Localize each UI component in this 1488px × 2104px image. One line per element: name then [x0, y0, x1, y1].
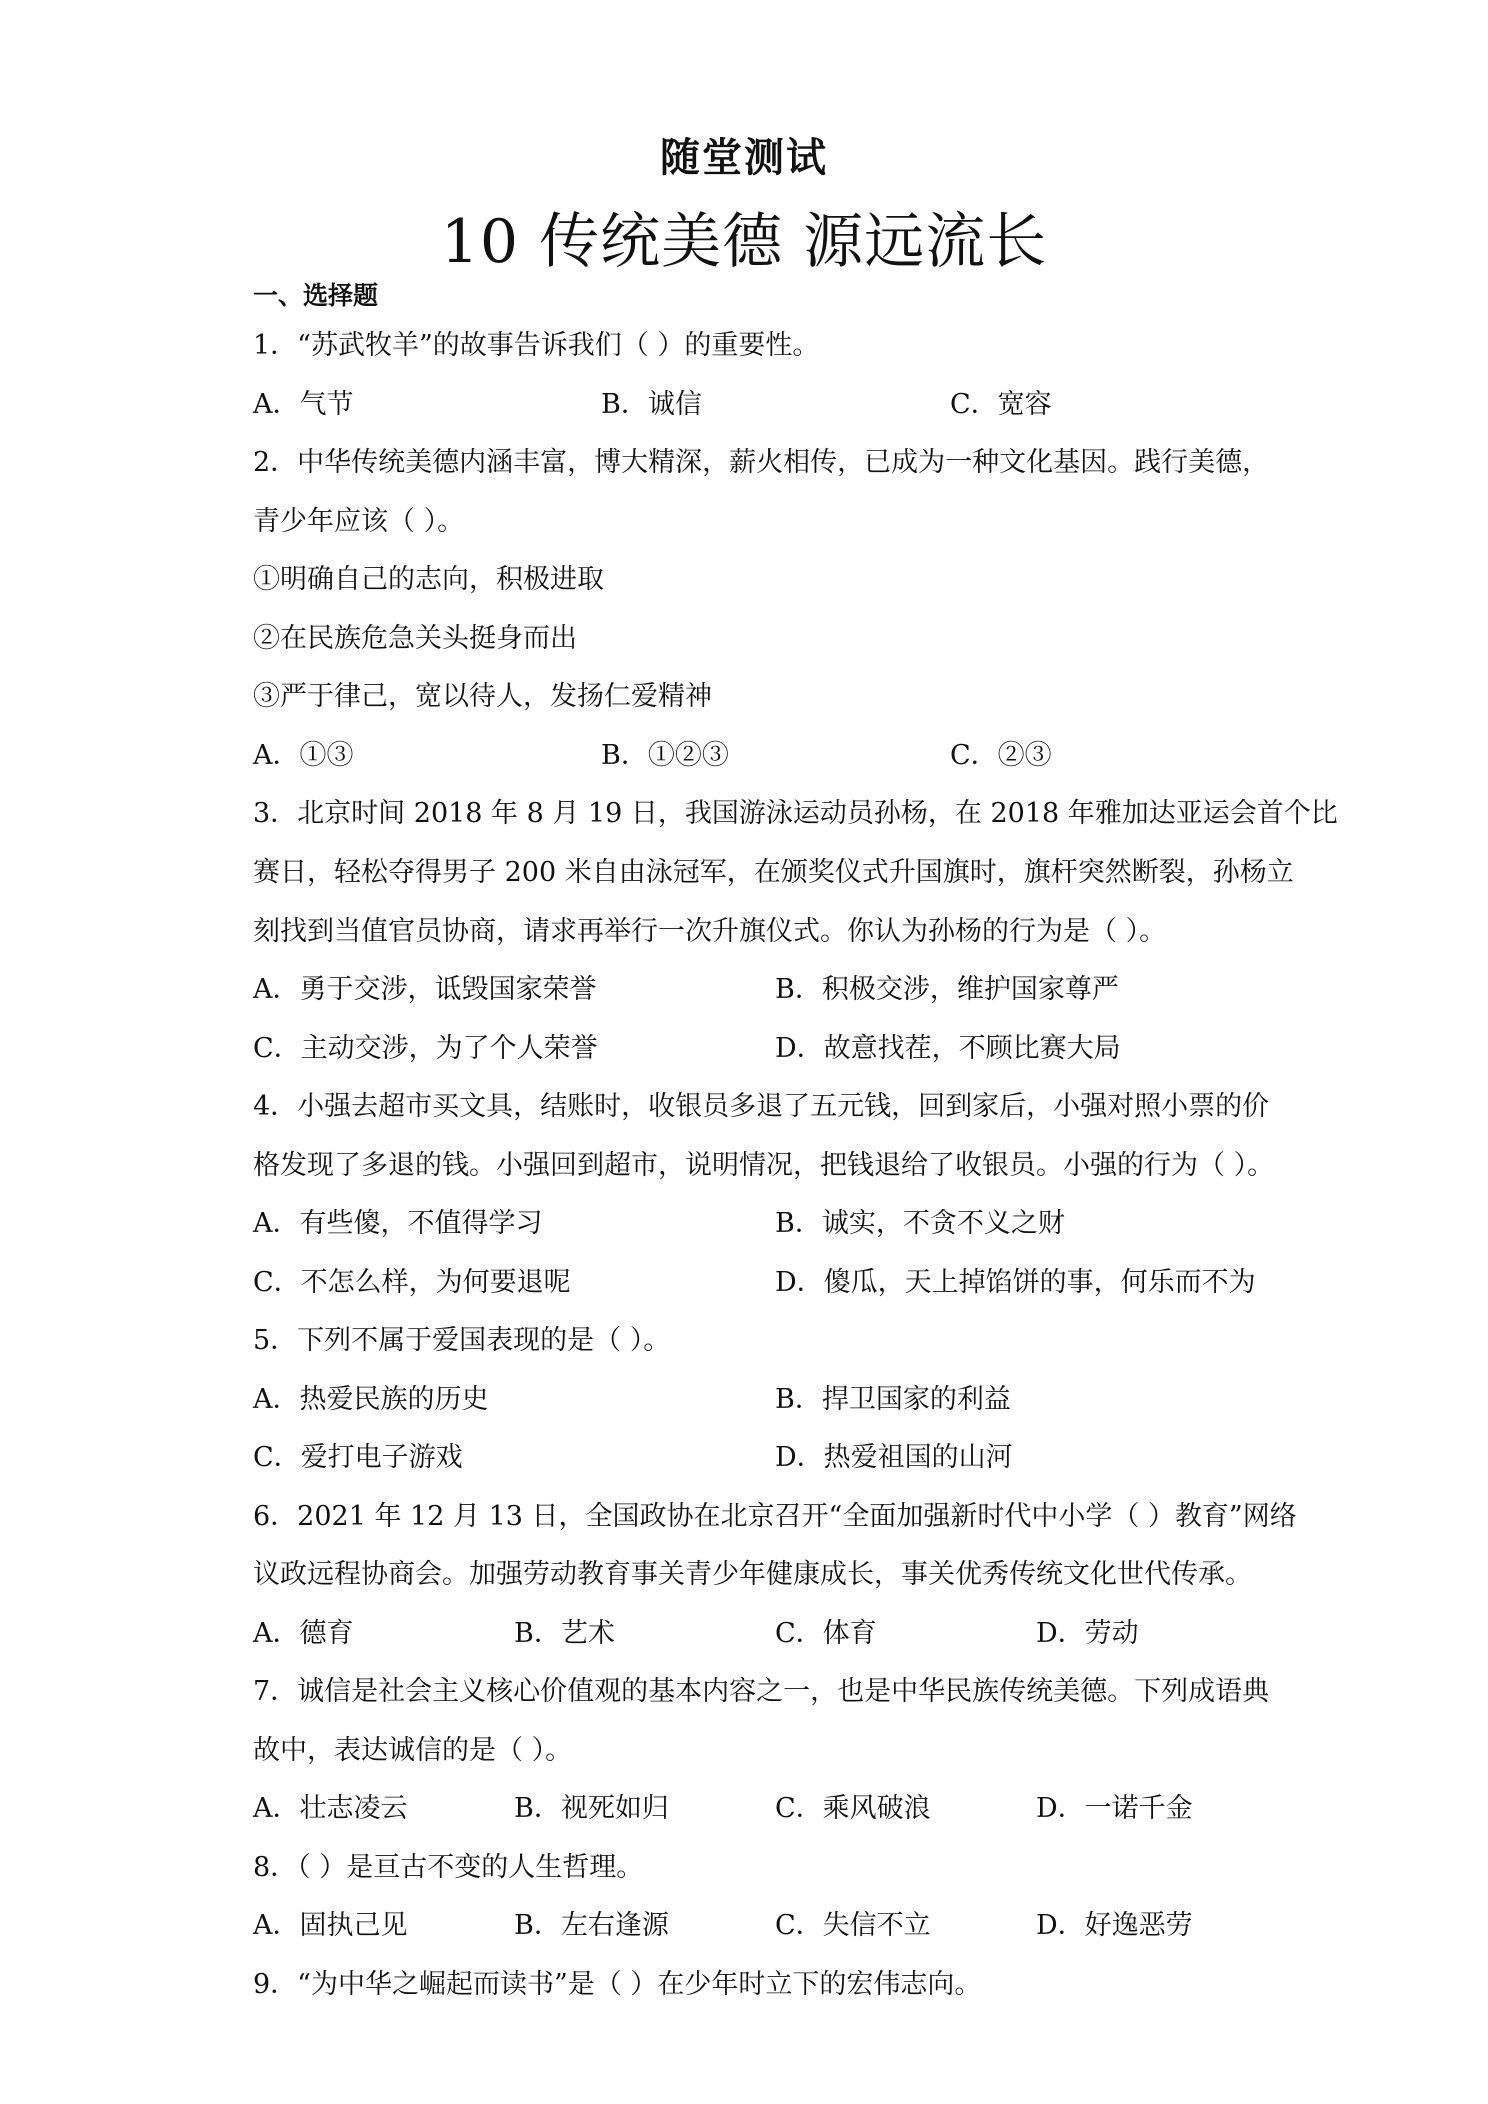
- question-7-stem-line1: 7．诚信是社会主义核心价值观的基本内容之一，也是中华民族传统美德。下列成语典: [253, 1676, 1270, 1707]
- question-3-stem-line2: 赛日，轻松夺得男子 200 米自由泳冠军，在颁奖仪式升国旗时，旗杆突然断裂，孙杨立: [253, 857, 1294, 888]
- question-5-option-b: B．捍卫国家的利益: [775, 1384, 1011, 1415]
- question-7-option-c: C．乘风破浪: [775, 1793, 931, 1824]
- question-3-stem-line3: 刻找到当值官员协商，请求再举行一次升旗仪式。你认为孙杨的行为是（ ）。: [253, 916, 1167, 947]
- question-7-stem-line2: 故中，表达诚信的是（ ）。: [253, 1735, 573, 1766]
- question-8-option-c: C．失信不立: [775, 1910, 931, 1941]
- question-1-stem: 1．“苏武牧羊”的故事告诉我们（ ）的重要性。: [253, 330, 820, 361]
- question-6-option-d: D．劳动: [1036, 1618, 1139, 1649]
- question-6-stem-line1: 6．2021 年 12 月 13 日，全国政协在北京召开“全面加强新时代中小学（ ）教育”网络: [253, 1501, 1297, 1532]
- question-2-stem-line1: 2．中华传统美德内涵丰富，博大精深，薪火相传，已成为一种文化基因。践行美德，: [253, 447, 1270, 478]
- question-4-option-a: A．有些傻，不值得学习: [253, 1208, 543, 1239]
- question-3-option-d: D．故意找茬，不顾比赛大局: [775, 1033, 1121, 1064]
- section-heading: 一、选择题: [253, 281, 379, 310]
- question-6-option-b: B．艺术: [514, 1618, 615, 1649]
- question-2-option-b: B．①②③: [601, 740, 729, 771]
- question-6-option-a: A．德育: [253, 1618, 354, 1649]
- question-7-option-b: B．视死如归: [514, 1793, 669, 1824]
- question-4-stem-line2: 格发现了多退的钱。小强回到超市，说明情况，把钱退给了收银员。小强的行为（ ）。: [253, 1150, 1275, 1181]
- question-4-option-d: D．傻瓜，天上掉馅饼的事，何乐而不为: [775, 1267, 1256, 1298]
- question-4-option-b: B．诚实，不贪不义之财: [775, 1208, 1065, 1239]
- page-title: 10 传统美德 源远流长: [440, 207, 1048, 277]
- question-2-item-2: ②在民族危急关头挺身而出: [253, 623, 577, 654]
- question-1-option-a: A．气节: [253, 389, 354, 420]
- question-2-item-1: ①明确自己的志向，积极进取: [253, 564, 604, 595]
- question-4-option-c: C．不怎么样，为何要退呢: [253, 1267, 571, 1298]
- question-2-option-c: C．②③: [950, 740, 1052, 771]
- question-9-stem: 9．“为中华之崛起而读书”是（ ）在少年时立下的宏伟志向。: [253, 1969, 982, 2000]
- question-3-option-a: A．勇于交涉，诋毁国家荣誉: [253, 974, 597, 1005]
- question-8-option-a: A．固执己见: [253, 1910, 408, 1941]
- question-6-option-c: C．体育: [775, 1618, 877, 1649]
- question-8-stem: 8．（ ）是亘古不变的人生哲理。: [253, 1852, 644, 1883]
- question-4-stem-line1: 4．小强去超市买文具，结账时，收银员多退了五元钱，回到家后，小强对照小票的价: [253, 1091, 1270, 1122]
- question-5-option-c: C．爱打电子游戏: [253, 1442, 463, 1473]
- question-5-option-d: D．热爱祖国的山河: [775, 1442, 1013, 1473]
- page-subtitle: 随堂测试: [660, 134, 828, 181]
- question-3-option-c: C．主动交涉，为了个人荣誉: [253, 1033, 598, 1064]
- question-5-stem: 5．下列不属于爱国表现的是（ ）。: [253, 1325, 671, 1356]
- question-1-option-c: C．宽容: [950, 389, 1052, 420]
- question-1-option-b: B．诚信: [601, 389, 702, 420]
- question-2-stem-line2: 青少年应该（ ）。: [253, 506, 465, 537]
- question-2-option-a: A．①③: [253, 740, 354, 771]
- question-2-item-3: ③严于律己，宽以待人，发扬仁爱精神: [253, 681, 712, 712]
- question-5-option-a: A．热爱民族的历史: [253, 1384, 489, 1415]
- question-7-option-d: D．一诺千金: [1036, 1793, 1193, 1824]
- question-3-option-b: B．积极交涉，维护国家尊严: [775, 974, 1119, 1005]
- question-6-stem-line2: 议政远程协商会。加强劳动教育事关青少年健康成长，事关优秀传统文化世代传承。: [253, 1559, 1252, 1590]
- question-3-stem-line1: 3．北京时间 2018 年 8 月 19 日，我国游泳运动员孙杨，在 2018 年雅加达亚运会首个比: [253, 798, 1338, 829]
- question-8-option-b: B．左右逢源: [514, 1910, 669, 1941]
- question-7-option-a: A．壮志凌云: [253, 1793, 408, 1824]
- question-8-option-d: D．好逸恶劳: [1036, 1910, 1193, 1941]
